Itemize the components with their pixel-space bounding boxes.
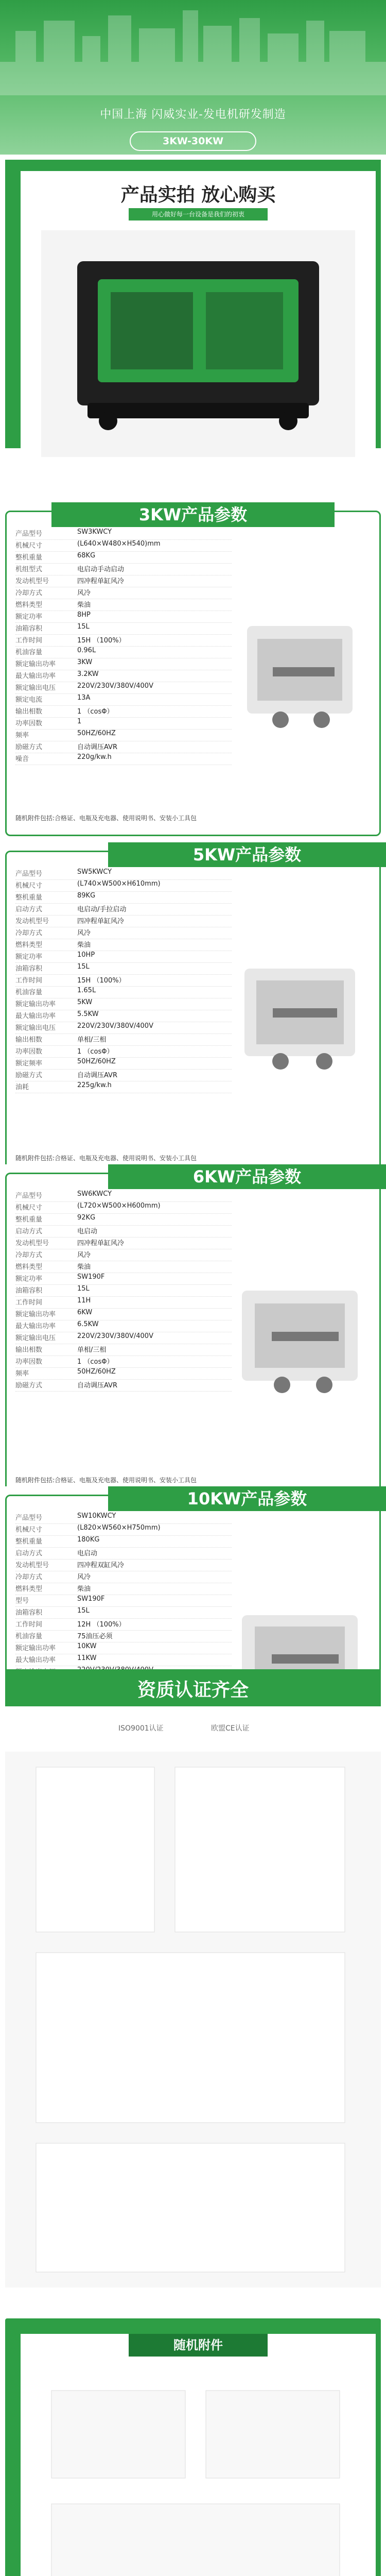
spec-row: 机械尺寸 (L820×W560×H750mm) [15, 1524, 232, 1536]
spec-row: 工作时间 15H （100%） [15, 635, 232, 647]
spec-row: 产品型号 SW6KWCY [15, 1190, 232, 1202]
generator-illustration [237, 585, 363, 760]
certificate-documents [5, 1752, 381, 2287]
cert-title: 资质认证齐全 [137, 1680, 249, 1701]
spec-row: 整机重量 180KG [15, 1536, 232, 1548]
spec-row: 整机重量 92KG [15, 1214, 232, 1226]
hero-title: 中国上海 闪威实业-发电机研发制造 [100, 108, 286, 121]
spec-row: 发动机型号 四冲程单缸风冷 [15, 916, 232, 927]
generator-photo [41, 230, 355, 457]
hero-banner [0, 0, 386, 155]
spec-title: 3KW产品参数 [138, 505, 248, 524]
spec-header [51, 502, 335, 527]
spec-row: 励磁方式 自动调压AVR [15, 1380, 232, 1392]
spec-title: 5KW产品参数 [192, 845, 302, 865]
spec-row: 燃料类型 柴油 [15, 1583, 232, 1595]
spec-row: 冷却方式 风冷 [15, 1249, 232, 1261]
accessories-photos [31, 2370, 365, 2576]
generator-illustration [237, 1247, 363, 1422]
spec-row: 启动方式 电启动 [15, 1226, 232, 1238]
spec-row: 额定输出功率 3KW [15, 658, 232, 670]
spec-row: 输出相数 单相/三相 [15, 1034, 232, 1046]
spec-row: 冷却方式 风冷 [15, 927, 232, 939]
power-range-pill: 3KW-30KW [130, 131, 256, 151]
spec-row: 油箱容积 15L [15, 963, 232, 975]
spec-row: 型号 SW190F [15, 1595, 232, 1607]
spec-row: 额定频率 50HZ/60HZ [15, 1058, 232, 1070]
spec-row: 工作时间 11H [15, 1297, 232, 1309]
accessories-content [21, 2334, 376, 2576]
ce-badge: 欧盟CE认证 [211, 1724, 250, 1733]
spec-row: 输出相数 单相/三相 [15, 1344, 232, 1356]
product-showcase [0, 155, 386, 497]
spec-row: 发动机型号 四冲程双缸风冷 [15, 1560, 232, 1571]
warning-text: 随机附件包括:合格证、电瓶及充电器、使用说明书、安装小工具包 [15, 1155, 197, 1162]
spec-row: 工作时间 12H （100%） [15, 1619, 232, 1631]
spec-3kw [0, 502, 386, 842]
showcase-content [21, 171, 376, 449]
spec-row: 机械尺寸 (L640×W480×H540)mm [15, 540, 232, 552]
spec-row: 额定输出功率 5KW [15, 998, 232, 1010]
spec-row: 燃料类型 柴油 [15, 599, 232, 611]
cert-badges [118, 1718, 273, 1739]
iso-badge: ISO9001认证 [118, 1724, 164, 1733]
cert-banner [5, 1669, 381, 1706]
showcase-subtitle: 用心做好每一台设备是我们的初衷 [129, 208, 268, 221]
spec-row: 输出相数 1 （cosΦ） [15, 706, 232, 718]
spec-row: 额定电流 13A [15, 694, 232, 706]
accessories-frame [5, 2318, 381, 2576]
spec-row: 机组型式 电启动手动启动 [15, 564, 232, 575]
spec-row: 油箱容积 15L [15, 623, 232, 635]
spec-row: 机械尺寸 (L740×W500×H610mm) [15, 880, 232, 892]
spec-row: 产品型号 SW5KWCY [15, 868, 232, 880]
spec-row: 产品型号 SW10KWCY [15, 1512, 232, 1524]
accessories-title: 随机附件 [129, 2334, 268, 2357]
spec-6kw [0, 1164, 386, 1504]
spec-row: 功率因数 1 （cosΦ） [15, 1356, 232, 1368]
spec-row: 启动方式 电启动/手拉启动 [15, 904, 232, 916]
accessories-section [0, 2318, 386, 2576]
spec-header [108, 1164, 386, 1189]
spec-row: 油箱容积 15L [15, 1607, 232, 1619]
showcase-title: 产品实拍 放心购买 [120, 184, 276, 206]
spec-row: 最大输出功率 5.5KW [15, 1010, 232, 1022]
spec-row: 功率因数 1 （cosΦ） [15, 1046, 232, 1058]
spec-title: 6KW产品参数 [192, 1167, 302, 1187]
spec-table [15, 868, 232, 1093]
spec-row: 燃料类型 柴油 [15, 939, 232, 951]
spec-row: 整机重量 68KG [15, 552, 232, 564]
spec-row: 机械尺寸 (L720×W500×H600mm) [15, 1202, 232, 1214]
spec-row: 额定功率 10HP [15, 951, 232, 963]
spec-header [108, 842, 386, 867]
spec-row: 产品型号 SW3KWCY [15, 528, 232, 540]
warning-text: 随机附件包括:合格证、电瓶及充电器、使用说明书、安装小工具包 [15, 1477, 197, 1484]
spec-row: 额定功率 8HP [15, 611, 232, 623]
spec-header [108, 1486, 386, 1511]
spec-row: 发动机型号 四冲程单缸风冷 [15, 575, 232, 587]
spec-row: 额定输出功率 10KW [15, 1642, 232, 1654]
spec-row: 机油容量 0.96L [15, 647, 232, 658]
generator-illustration [237, 925, 363, 1100]
warning-text: 随机附件包括:合格证、电瓶及充电器、使用说明书、安装小工具包 [15, 815, 197, 822]
spec-row: 频率 50HZ/60HZ [15, 1368, 232, 1380]
spec-row: 噪音 220g/kw.h [15, 753, 232, 765]
spec-row: 最大输出功率 6.5KW [15, 1320, 232, 1332]
spec-row: 油箱容积 15L [15, 1285, 232, 1297]
showcase-frame [5, 160, 381, 448]
certification-section [0, 1669, 386, 2287]
spec-row: 最大输出功率 11KW [15, 1654, 232, 1666]
spec-row: 冷却方式 风冷 [15, 1571, 232, 1583]
spec-row: 机油容量 1.65L [15, 987, 232, 998]
spec-table [15, 528, 232, 765]
skyline-illustration [0, 0, 386, 95]
spec-row: 频率 50HZ/60HZ [15, 730, 232, 741]
spec-row: 发动机型号 四冲程单缸风冷 [15, 1238, 232, 1249]
spec-row: 额定功率 SW190F [15, 1273, 232, 1285]
spec-row: 额定输出电压 220V/230V/380V/400V [15, 1332, 232, 1344]
spec-table [15, 1190, 232, 1392]
spec-row: 励磁方式 自动调压AVR [15, 1070, 232, 1081]
spec-title: 10KW产品参数 [187, 1489, 307, 1509]
spec-row: 整机重量 89KG [15, 892, 232, 904]
spec-row: 励磁方式 自动调压AVR [15, 741, 232, 753]
spec-row: 启动方式 电启动 [15, 1548, 232, 1560]
certificate-photos [5, 1752, 381, 2287]
spec-row: 额定输出电压 220V/230V/380V/400V [15, 682, 232, 694]
spec-row: 工作时间 15H （100%） [15, 975, 232, 987]
spec-row: 机油容量 75油压必须 [15, 1631, 232, 1642]
spec-row: 燃料类型 柴油 [15, 1261, 232, 1273]
spec-row: 额定输出功率 6KW [15, 1309, 232, 1320]
spec-5kw [0, 842, 386, 1182]
spec-row: 油耗 225g/kw.h [15, 1081, 232, 1093]
spec-row: 功率因数 1 [15, 718, 232, 730]
spec-row: 冷却方式 风冷 [15, 587, 232, 599]
spec-row: 额定输出电压 220V/230V/380V/400V [15, 1022, 232, 1034]
spec-row: 最大输出功率 3.2KW [15, 670, 232, 682]
